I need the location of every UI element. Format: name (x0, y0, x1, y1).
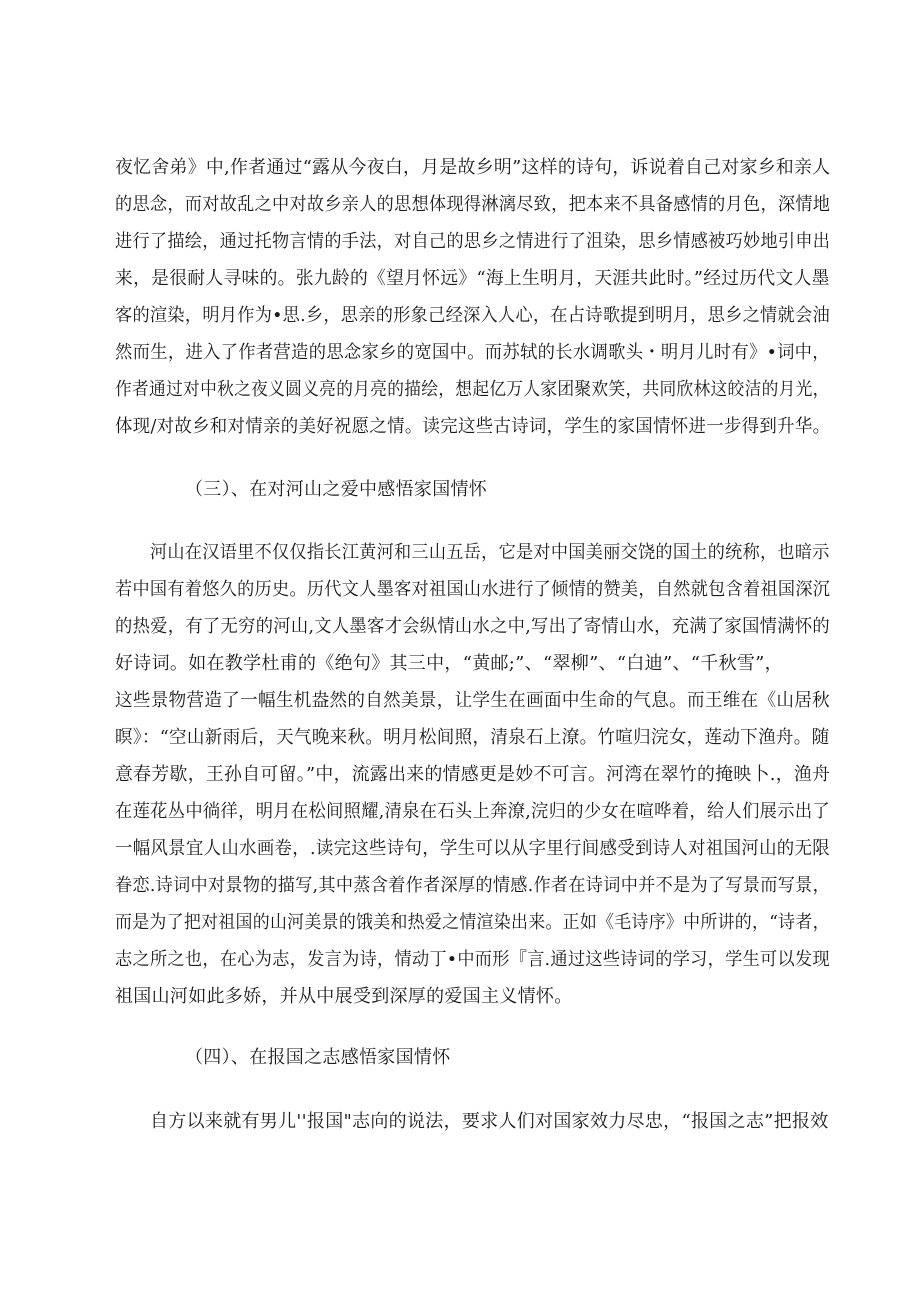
text-line: 在莲花丛中徜徉，明月在松间照耀,清泉在石头上奔潦,浣归的少女在喧哗着，给人们展示出了 (115, 801, 831, 822)
text-line: 作者通过对中秋之夜义圆义亮的月亮的描绘，想起亿万人家团聚欢笑，共同欣林这皎洁的月光， (115, 379, 830, 400)
text-line: 好诗词。如在教学杜甫的《绝句》其三中，“黄邮;”、“翠柳”、“白迪”、“千秋雪”， (115, 653, 783, 674)
text-line: 来，是很耐人寻味的。张九龄的《望月怀远》“海上生明月，天涯共此时。”经过历代文人墨 (115, 268, 830, 289)
text-line: 河山在汉语里不仅仅指长江黄河和三山五岳，它是对中国美丽交饶的国土的统称，也暗示 (150, 542, 830, 563)
text-line: 暝》：“空山新雨后，天气晚来秋。明月松间照，清泉石上潦。竹喧归浣女，莲动下渔舟。随 (115, 727, 830, 748)
text-line: 的思念，而对故乱之中对故乡亲人的思想体现得淋漓尽致，把本来不具备感情的月色，深情地 (115, 194, 831, 215)
text-line: 这些景物营造了一幅生机盎然的自然美景，让学生在画面中生命的气息。而王维在《山居秋 (115, 690, 831, 711)
text-line: 的热爱，有了无穷的河山,文人墨客才会纵情山水之中,写出了寄情山水，充满了家国情满怀的 (115, 616, 831, 637)
text-line: 夜忆舍弟》中,作者通过“露从今夜白，月是故乡明”这样的诗句，诉说着自己对家乡和亲人 (115, 157, 831, 178)
text-line: 而是为了把对祖国的山河美景的饿美和热爱之情渲染出来。正如《毛诗序》中所讲的，“诗者， (115, 912, 830, 933)
text-line: 客的渲染，明月作为•思.乡，思亲的形象己经深入人心，在占诗歌提到明月，思乡之情就会油 (115, 305, 830, 326)
section-heading-4: （四）、在报国之志感悟家国情怀 (185, 1047, 451, 1068)
text-line: 意春芳歇，王孙自可留。”中，流露出来的情感更是妙不可言。河湾在翠竹的掩映卜.，渔舟 (115, 764, 831, 785)
text-line: 一幅风景宜人山水画卷，.读完这些诗句，学生可以从字里行间感受到诗人对祖国河山的无限 (115, 838, 831, 859)
text-line: 进行了描绘，通过托物言情的手法，对自己的思乡之情进行了沮染，思乡情感被巧妙地引申出 (115, 231, 831, 252)
text-line: 眷恋.诗词中对景物的描写,其中蒸含着作者深厚的情感.作者在诗词中并不是为了写景而写景， (115, 875, 831, 896)
text-line: 自方以来就有男儿''报国"志向的说法，要求人们对国家效力尽忠，“报国之志”把报效 (150, 1111, 829, 1132)
section-heading-3: （三）、在对河山之爱中感悟家国情怀 (185, 479, 488, 500)
text-line: 志之所之也，在心为志，发言为诗，情动丁•中而形『言.通过这些诗词的学习，学生可以发现 (115, 949, 830, 970)
text-line: 然而生，进入了作者营造的思念家乡的宽国中。而苏轼的长水调歌头・明月儿时有》•词中， (115, 342, 830, 363)
text-line: 若中国有着悠久的历史。历代文人墨客对祖国山水进行了倾情的赞美，自然就包含着祖国深沉 (115, 579, 831, 600)
text-line: 祖国山河如此多娇，并从中展受到深厚的爱国主义情怀。 (115, 986, 573, 1007)
text-line: 体现/对故乡和对情亲的美好祝愿之情。读完这些古诗词，学生的家国情怀进一步得到升华。 (115, 416, 831, 437)
